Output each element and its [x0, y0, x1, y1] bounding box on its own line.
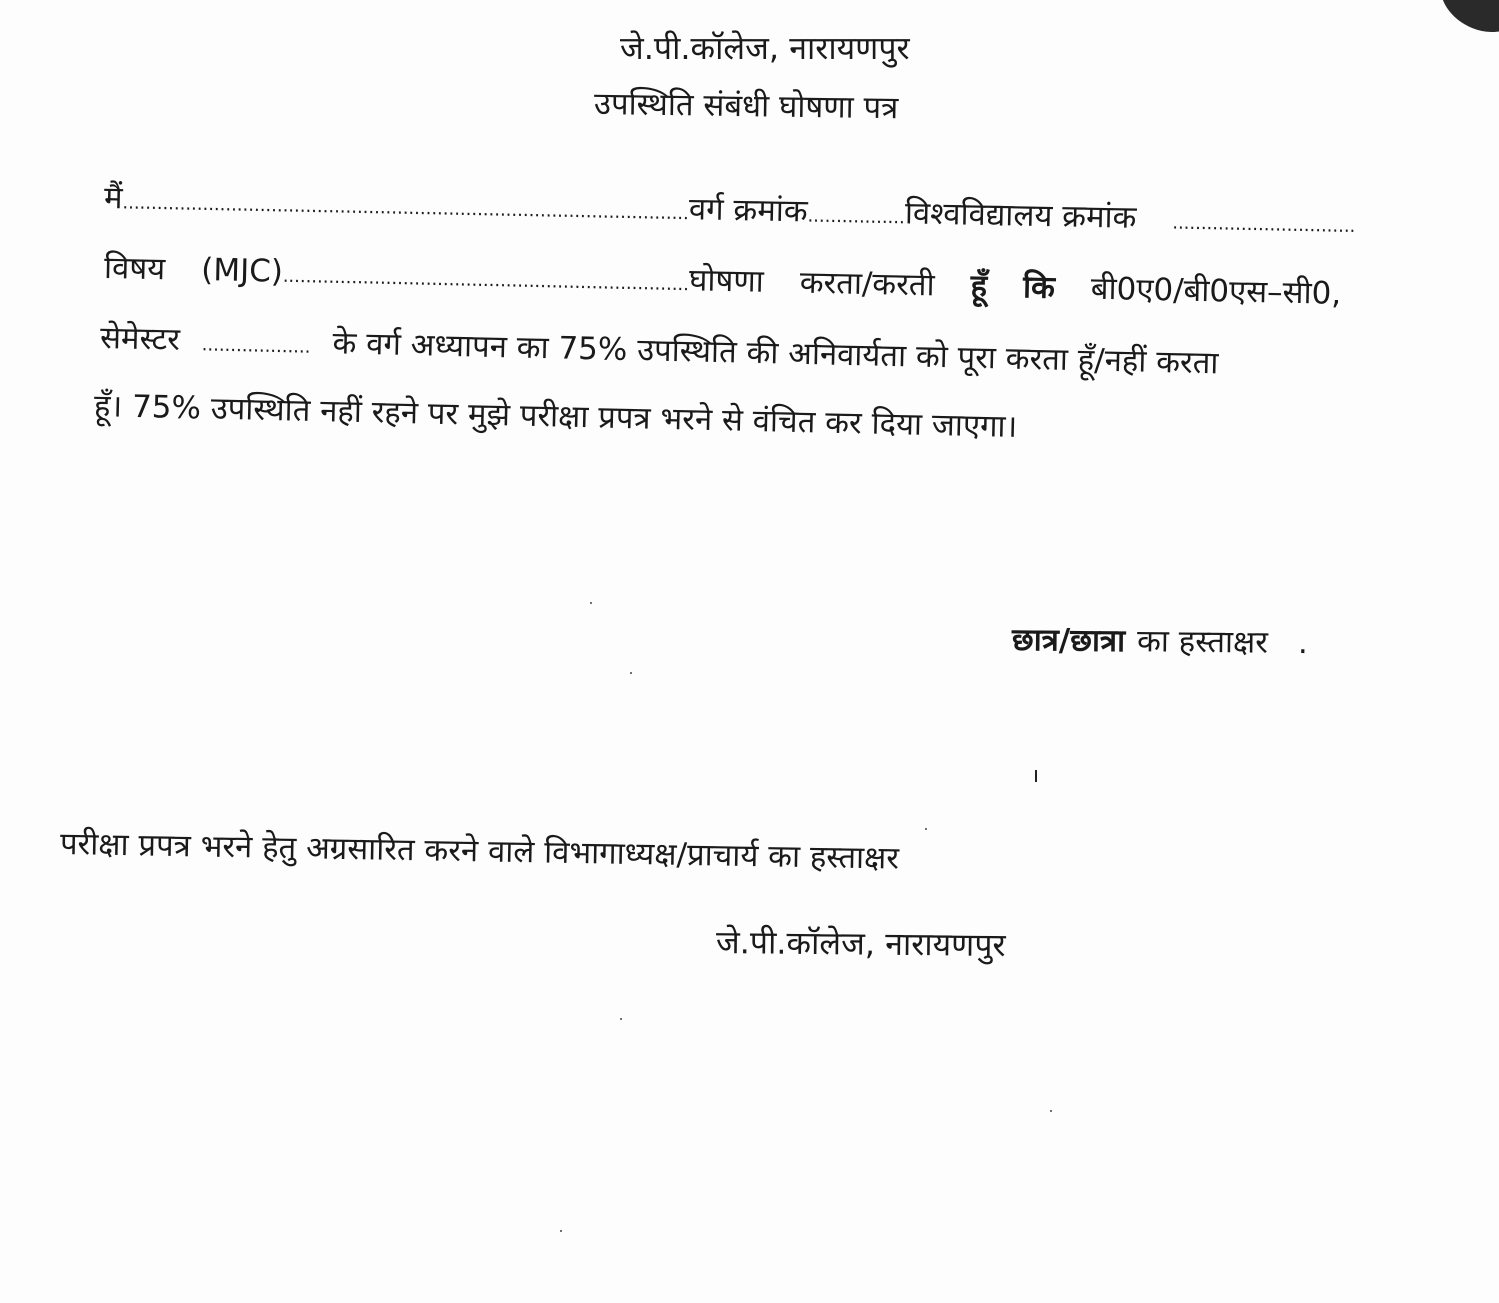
subject-blank: .......................................................................: [282, 265, 690, 296]
gender-text: करता/करती: [799, 264, 935, 304]
declaration-line-1: [104, 178, 1356, 247]
university-roll-blank: ................................: [1172, 212, 1356, 238]
student-signature-label: [1012, 620, 1308, 663]
subject-code: (MJC): [200, 252, 284, 290]
declaration-start: मैं: [103, 180, 123, 217]
class-roll-blank: .................: [807, 205, 906, 229]
paper-speck: [1050, 1110, 1052, 1112]
paper-speck: [620, 1018, 622, 1020]
subject-label: विषय: [103, 250, 166, 288]
name-blank: ...................................................................................................: [122, 192, 690, 225]
paper-speck: [560, 1230, 562, 1232]
attendance-requirement-text: के वर्ग अध्यापन का 75% उपस्थिति की अनिवार्यता को पूरा करता हूँ/नहीं करता: [332, 325, 1219, 382]
student-label: छात्र/छात्रा: [1011, 622, 1126, 660]
signature-dot: .: [1297, 624, 1308, 662]
that-text: कि: [1022, 269, 1056, 306]
semester-label: सेमेस्टर: [99, 320, 181, 358]
hod-college-name: जे.पी.कॉलेज, नारायणपुर: [715, 923, 1006, 965]
corner-smudge: [1428, 0, 1499, 46]
declaration-line-2: [104, 248, 1342, 319]
paper-speck: [925, 828, 927, 830]
stray-mark: [1035, 770, 1037, 782]
declaration-line-4: [94, 386, 1018, 447]
declare-text: घोषणा: [688, 262, 765, 300]
college-name: जे.पी.कॉलेज, नारायणपुर: [620, 29, 910, 67]
consequence-text: हूँ। 75% उपस्थिति नहीं रहने पर मुझे परीक्षा प्रपत्र भरने से वंचित कर दिया जाएगा।: [93, 388, 1018, 445]
class-roll-label: वर्ग क्रमांक: [688, 191, 808, 230]
university-roll-label: विश्वविद्यालय क्रमांक: [904, 195, 1137, 236]
signature-text: का हस्ताक्षर: [1136, 623, 1269, 661]
course-text: बी0ए0/बी0एस–सी0,: [1090, 270, 1342, 312]
am-text: हूँ: [970, 268, 988, 305]
paper-speck: [590, 602, 592, 604]
hod-signature-label: परीक्षा प्रपत्र भरने हेतु अग्रसारित करने वाले विभागाध्यक्ष/प्राचार्य का हस्ताक्षर: [59, 826, 900, 877]
semester-blank: ...................: [201, 334, 311, 358]
form-title: उपस्थिति संबंधी घोषणा पत्र: [593, 86, 899, 127]
paper-speck: [630, 672, 632, 674]
declaration-line-3: [99, 318, 1218, 388]
